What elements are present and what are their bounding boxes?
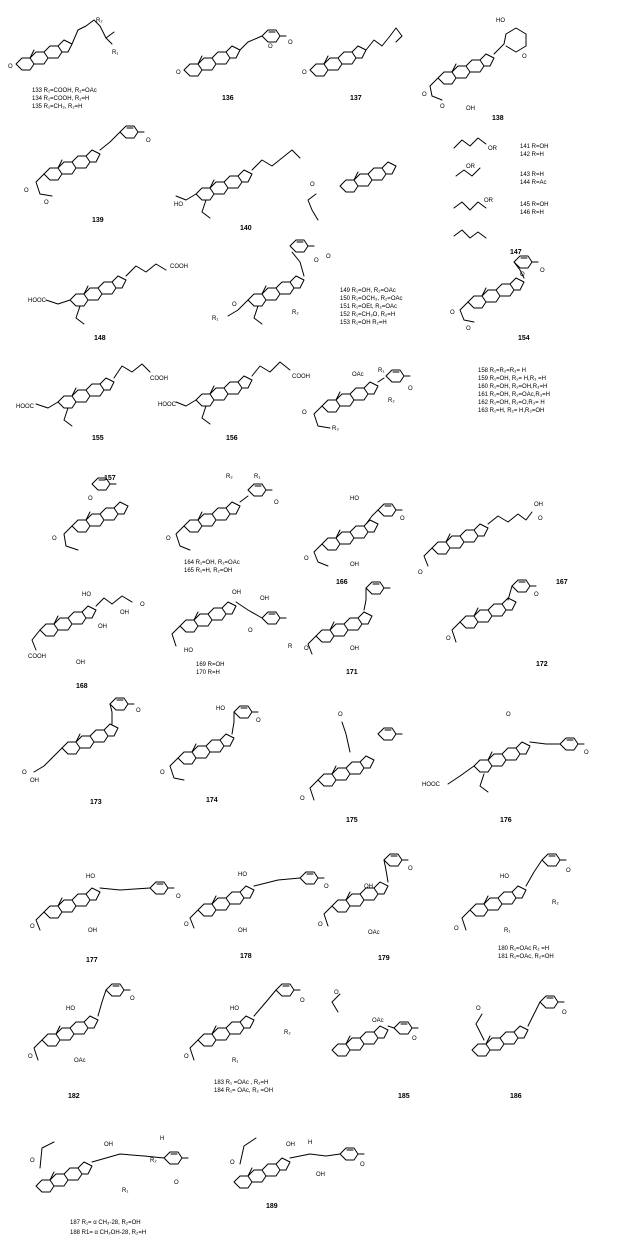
compound-number: 156 [226, 435, 238, 442]
atom-label: R₂ [96, 18, 103, 24]
compound-label: 164 R₁=OH, R₂=OAc [184, 560, 240, 566]
atom-label: R₂ [552, 900, 559, 906]
compound-number: 177 [86, 957, 98, 964]
atom-label: O [318, 922, 323, 928]
atom-label: H [308, 1140, 313, 1146]
atom-label: HO [82, 592, 91, 598]
atom-label: O [184, 1054, 189, 1060]
atom-label: O [440, 104, 445, 110]
compound-label: 142 R=H [520, 152, 544, 158]
atom-label: R₁ [254, 474, 261, 480]
atom-label: HO [496, 18, 505, 24]
compound-label: 141 R=OH [520, 144, 549, 150]
atom-label: R₁ [232, 1058, 239, 1064]
atom-label: O [562, 1010, 567, 1016]
atom-label: O [584, 750, 589, 756]
atom-label: O [30, 1158, 35, 1164]
compound-label: 188 R1= α CH₂OH-28, R₂=H [70, 1230, 147, 1236]
compound-164 [166, 474, 279, 574]
compound-label: 184 R₁= OAc, R₂ =OH [214, 1088, 274, 1094]
atom-label: H [160, 1136, 165, 1142]
compound-number: 173 [90, 799, 102, 806]
atom-label: O [454, 926, 459, 932]
atom-label: OH [350, 646, 359, 652]
atom-label: OH [364, 884, 373, 890]
compound-label: 170 R=H [196, 670, 220, 676]
atom-label: R₂ [388, 398, 395, 404]
compound-label: 163 R₁=H, R₂= H,R₃=OH [478, 408, 545, 414]
compound-label: 149 R₁=OH, R₂=OAc [340, 288, 396, 294]
compound-label: 144 R=Ac [520, 180, 547, 186]
atom-label: O [256, 718, 261, 724]
compound-139 [24, 126, 151, 224]
compound-label: 134 R₁=COOH, R₂=H [32, 96, 90, 102]
atom-label: OH [104, 1142, 113, 1148]
compound-178 [184, 872, 329, 960]
atom-label: HO [184, 648, 193, 654]
atom-label: R₂ [284, 1030, 291, 1036]
atom-label: O [268, 44, 273, 50]
compound-label: 160 R₁=OH, R₂=OH,R₃=H [478, 384, 548, 390]
compound-number: 176 [500, 817, 512, 824]
atom-label: HOOC [16, 404, 34, 410]
atom-label: O [400, 516, 405, 522]
atom-label: O [136, 708, 141, 714]
compound-label: 150 R₁=OCH₃, R₂=OAc [340, 296, 403, 302]
atom-label: O [302, 70, 307, 76]
compound-183 [184, 984, 305, 1094]
compound-number: 140 [240, 225, 252, 232]
atom-label: HOOC [28, 298, 46, 304]
compound-157 [52, 475, 128, 550]
atom-label: R₂ [292, 310, 299, 316]
compound-186 [472, 996, 567, 1100]
atom-label: O [408, 386, 413, 392]
atom-label: O [88, 496, 93, 502]
atom-label: O [566, 868, 571, 874]
compound-141-146 [454, 138, 549, 238]
compound-175 [300, 712, 402, 824]
atom-label: O [338, 712, 343, 718]
compound-187 [30, 1136, 188, 1236]
compound-149 [212, 240, 402, 326]
compound-number: 174 [206, 797, 218, 804]
compound-182 [28, 984, 135, 1100]
compound-label: 143 R=H [520, 172, 544, 178]
compound-number: 185 [398, 1093, 410, 1100]
atom-label: OAc [74, 1058, 86, 1064]
atom-label: O [314, 258, 319, 264]
atom-label: O [274, 500, 279, 506]
compound-number: 168 [76, 683, 88, 690]
compound-166 [304, 496, 405, 586]
compound-label: 153 R₁=OH R₂=H [340, 320, 387, 326]
atom-label: O [522, 54, 527, 60]
atom-label: OH [238, 928, 247, 934]
atom-label: O [130, 996, 135, 1002]
atom-label: HO [350, 496, 359, 502]
atom-label: O [538, 516, 543, 522]
atom-label: O [446, 636, 451, 642]
atom-label: O [408, 866, 413, 872]
compound-140 [174, 150, 396, 232]
compound-label: 181 R₁=OAc, R₂=OH [498, 954, 554, 960]
compound-number: 139 [92, 217, 104, 224]
compound-154 [450, 249, 545, 342]
atom-label: OAc [352, 372, 364, 378]
atom-label: OH [30, 778, 39, 784]
compound-number: 171 [346, 669, 358, 676]
compound-168 [28, 592, 145, 690]
compound-137 [302, 28, 402, 102]
compound-label: 180 R₁=OAc R₂ =H [498, 946, 550, 952]
compound-number: 147 [510, 249, 522, 256]
atom-label: O [30, 924, 35, 930]
compound-133 [8, 18, 118, 110]
atom-label: O [520, 272, 525, 278]
atom-label: O [230, 1160, 235, 1166]
atom-label: R [288, 644, 293, 650]
atom-label: O [176, 894, 181, 900]
atom-label: O [248, 628, 253, 634]
atom-label: OR [484, 198, 493, 204]
compound-176 [422, 712, 589, 824]
atom-label: O [304, 556, 309, 562]
atom-label: R₁ [122, 1188, 129, 1194]
compound-label: 165 R₁=H, R₂=OH [184, 568, 233, 574]
compound-number: 172 [536, 661, 548, 668]
atom-label: OH [316, 1172, 325, 1178]
atom-label: O [184, 922, 189, 928]
compound-number: 167 [556, 579, 568, 586]
compound-138 [422, 18, 527, 122]
atom-label: HO [66, 1006, 75, 1012]
compound-label: 146 R=H [520, 210, 544, 216]
atom-label: HO [230, 1006, 239, 1012]
atom-label: OH [88, 928, 97, 934]
atom-label: OR [466, 164, 475, 170]
atom-label: OH [76, 660, 85, 666]
atom-label: OH [286, 1142, 295, 1148]
atom-label: O [304, 646, 309, 652]
compound-number: 182 [68, 1093, 80, 1100]
atom-label: O [422, 92, 427, 98]
atom-label: COOH [150, 376, 168, 382]
atom-label: OH [232, 590, 241, 596]
compound-179 [318, 854, 413, 962]
atom-label: R₁ [504, 928, 511, 934]
compound-label: 159 R₁=OH, R₂= H,R₃ =H [478, 376, 546, 382]
compound-136 [176, 30, 293, 102]
atom-label: HO [238, 872, 247, 878]
atom-label: R₃ [332, 426, 339, 432]
atom-label: O [140, 602, 145, 608]
atom-label: HOOC [422, 782, 440, 788]
compound-number: 166 [336, 579, 348, 586]
atom-label: COOH [28, 654, 46, 660]
atom-label: O [334, 990, 339, 996]
compound-label: 133 R₁=COOH, R₂=OAc [32, 88, 97, 94]
compound-number: 186 [510, 1093, 522, 1100]
atom-label: R₁ [112, 50, 119, 56]
compound-label: 145 R=OH [520, 202, 549, 208]
atom-label: OH [120, 610, 129, 616]
compound-number: 179 [378, 955, 390, 962]
compound-label: 152 R₁=CH₃O, R₂=H [340, 312, 396, 318]
atom-label: O [300, 796, 305, 802]
atom-label: COOH [292, 374, 310, 380]
atom-label: O [24, 188, 29, 194]
compound-177 [30, 874, 181, 964]
atom-label: HO [174, 202, 183, 208]
atom-label: O [302, 410, 307, 416]
atom-label: O [326, 254, 331, 260]
compound-label: 187 R₁= α CH₃-28, R₂=OH [70, 1220, 141, 1226]
atom-label: O [52, 536, 57, 542]
atom-label: R₂ [226, 474, 233, 480]
compound-180 [454, 854, 571, 960]
atom-label: O [8, 64, 13, 70]
atom-label: OAc [372, 1018, 384, 1024]
compound-174 [160, 706, 261, 804]
compound-label: 135 R₁=CH₃, R₂=H [32, 104, 83, 110]
compound-label: 183 R₁ =OAc , R₂=H [214, 1080, 269, 1086]
atom-label: O [412, 1036, 417, 1042]
atom-label: O [534, 592, 539, 598]
compound-label: 161 R₁=OH, R₂=OAc,R₃=H [478, 392, 550, 398]
atom-label: O [176, 70, 181, 76]
atom-label: OH [466, 106, 475, 112]
compound-189 [230, 1138, 365, 1210]
compound-label: 158 R₁=R₂=R₃= H [478, 368, 526, 374]
atom-label: HO [500, 874, 509, 880]
atom-label: O [476, 1006, 481, 1012]
compound-number: 178 [240, 953, 252, 960]
atom-label: OH [260, 596, 269, 602]
atom-label: OH [534, 502, 543, 508]
atom-label: HO [216, 706, 225, 712]
compound-169 [172, 590, 293, 676]
atom-label: R₁ [378, 368, 385, 374]
compound-number: 137 [350, 95, 362, 102]
atom-label: O [28, 1054, 33, 1060]
compound-167 [418, 502, 568, 586]
compound-number: 136 [222, 95, 234, 102]
compound-number: 157 [104, 475, 116, 482]
compound-185 [332, 990, 418, 1100]
compound-label: 151 R₁=OEt, R₂=OAc [340, 304, 398, 310]
compound-172 [446, 580, 548, 668]
atom-label: O [160, 770, 165, 776]
atom-label: O [310, 182, 315, 188]
compound-173 [22, 698, 141, 806]
atom-label: O [174, 1180, 179, 1186]
compound-number: 148 [94, 335, 106, 342]
atom-label: O [450, 310, 455, 316]
atom-label: OAc [368, 930, 380, 936]
atom-label: O [22, 770, 27, 776]
atom-label: OH [98, 624, 107, 630]
atom-label: HO [86, 874, 95, 880]
compound-156 [158, 362, 310, 442]
compound-number: 155 [92, 435, 104, 442]
compound-label: 169 R=OH [196, 662, 225, 668]
compound-number: 189 [266, 1203, 278, 1210]
atom-label: HOOC [158, 402, 176, 408]
atom-label: O [506, 712, 511, 718]
compound-label: 162 R₁=OH, R₂=O,R₃= H [478, 400, 545, 406]
atom-label: OH [350, 562, 359, 568]
atom-label: O [540, 268, 545, 274]
atom-label: O [360, 1162, 365, 1168]
atom-label: O [166, 536, 171, 542]
atom-label: O [300, 998, 305, 1004]
atom-label: O [146, 138, 151, 144]
compound-158 [302, 368, 550, 432]
atom-label: O [44, 200, 49, 206]
atom-label: O [466, 326, 471, 332]
compound-155 [16, 364, 168, 442]
atom-label: R₂ [150, 1158, 157, 1164]
atom-label: COOH [170, 264, 188, 270]
compound-171 [304, 582, 390, 676]
compound-number: 138 [492, 115, 504, 122]
atom-label: O [232, 302, 237, 308]
atom-label: R₁ [212, 316, 219, 322]
compound-number: 154 [518, 335, 530, 342]
atom-label: O [288, 40, 293, 46]
atom-label: O [418, 570, 423, 576]
compound-number: 175 [346, 817, 358, 824]
atom-label: O [324, 884, 329, 890]
compound-148 [28, 264, 188, 342]
atom-label: OR [488, 146, 497, 152]
